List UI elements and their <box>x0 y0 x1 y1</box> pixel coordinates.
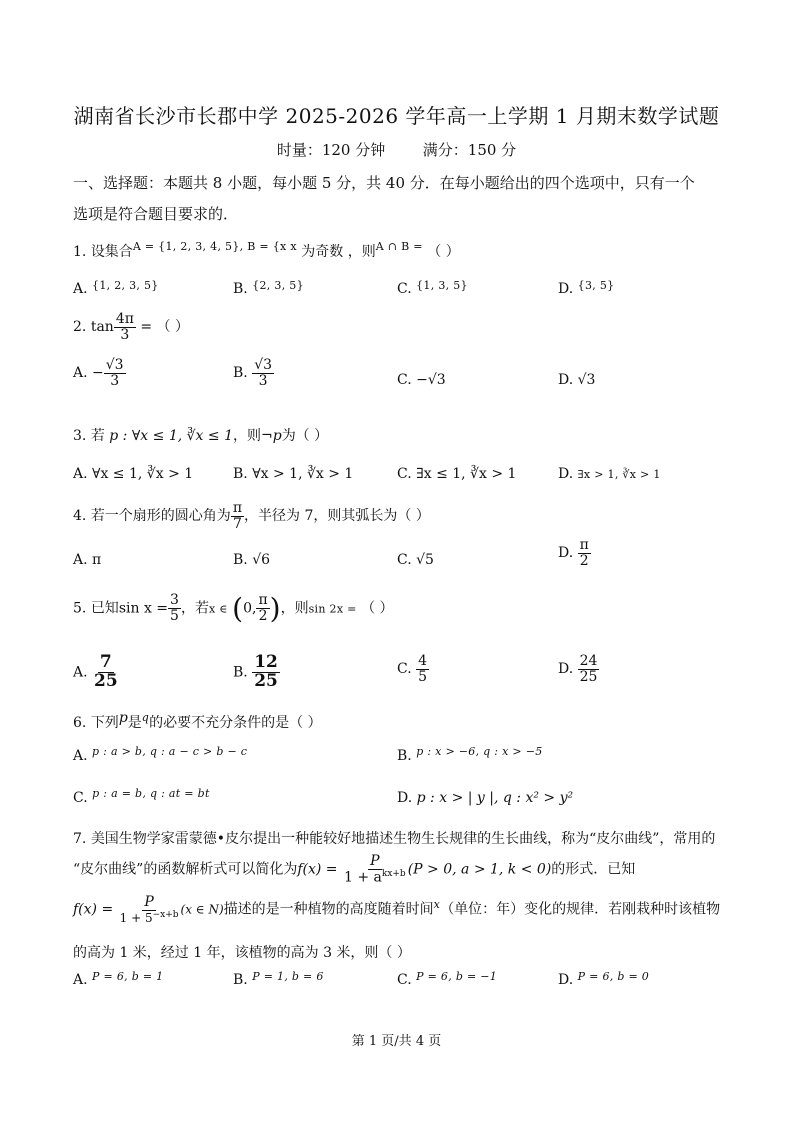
q3-option-d[interactable]: D. ∃x > 1, ∛x > 1 <box>558 466 661 482</box>
question-5: 5. 已知sin x = $\frac{3}{5}$ ，若x ∈ (0, $\frac{\pi}{2}$ )，则sin 2x = （ ） <box>73 592 394 625</box>
q4-option-a[interactable]: A. π <box>73 552 102 568</box>
question-number: 1. <box>73 244 87 260</box>
q4-option-b[interactable]: B. √6 <box>233 552 271 568</box>
q7-option-d[interactable]: D. $^{P = 6, b = 0}$ <box>558 970 650 988</box>
question-number: 2. <box>73 319 87 336</box>
q5-option-a[interactable]: A. $\frac{7}{25}$ <box>73 652 118 691</box>
q2-option-c[interactable]: C. −√3 <box>397 372 446 388</box>
question-7-line3: f(x) = $\frac{P}{1 + 5^{-x+b}}$ (x ∈ N)描述的是一种植物的高度随着时间$^x$（单位：年）变化的规律．若刚栽种时该植物 <box>73 894 721 925</box>
page-footer: 第 1 页/共 4 页 <box>351 1034 442 1049</box>
q6-option-b[interactable]: B. $^{p : x > -6, q : x > -5}$ <box>397 745 543 764</box>
q3-option-a[interactable]: A. ∀x ≤ 1, ∛x > 1 <box>73 466 194 482</box>
q2-option-b[interactable]: B. $\frac{√3}{3}$ <box>233 357 273 389</box>
q5-option-c[interactable]: C. $\frac{4}{5}$ <box>397 653 428 685</box>
q7-option-c[interactable]: C. $^{P = 6, b = -1}$ <box>397 970 498 988</box>
q5-option-d[interactable]: D. $\frac{24}{25}$ <box>558 653 598 685</box>
q7-option-b[interactable]: B. $^{P = 1, b = 6}$ <box>233 970 324 988</box>
q3-option-c[interactable]: C. ∃x ≤ 1, ∛x > 1 <box>397 466 517 482</box>
q4-option-c[interactable]: C. √5 <box>397 552 434 568</box>
q1-option-c[interactable]: C. $^{\{1, 3, 5\}}$ <box>397 279 468 297</box>
question-7-line1: 7. 美国生物学家雷蒙德•皮尔提出一种能较好地描述生物生长规律的生长曲线，称为“皮尔曲线”，常用的 <box>73 831 716 847</box>
q7-option-a[interactable]: A. $^{P = 6, b = 1}$ <box>73 970 164 988</box>
q1-option-b[interactable]: B. $^{\{2, 3, 5\}}$ <box>233 279 304 297</box>
q1-option-d[interactable]: D. $^{\{3, 5\}}$ <box>558 279 615 297</box>
q6-option-c[interactable]: C. $^{p : a = b, q : at = bt}$ <box>73 787 210 806</box>
q4-option-d[interactable]: D. $\frac{\pi}{2}$ <box>558 537 589 569</box>
q2-option-a[interactable]: A. − $\frac{√3}{3}$ <box>73 357 124 389</box>
question-number: 3. <box>73 428 87 444</box>
question-7-line4: 的高为 1 米，经过 1 年，该植物的高为 3 米，则（ ） <box>73 945 411 961</box>
full-score: 满分：150 分 <box>422 141 517 159</box>
q5-option-b[interactable]: B. $\frac{12}{25}$ <box>233 652 278 691</box>
section-instruction-line2: 选项是符合题目要求的． <box>73 205 239 223</box>
page-title: 湖南省长沙市长郡中学 2025-2026 学年高一上学期 1 月期末数学试题 <box>73 104 720 128</box>
question-7-line2: “皮尔曲线”的函数解析式可以简化为f(x) = $\frac{P}{1 + a^{kx+b}}$ (P > 0, a > 1, k < 0)的形式．已知 <box>73 853 636 886</box>
question-2: 2. tan $\frac{4\pi}{3}$ = （ ） <box>73 311 190 343</box>
question-number: 7. <box>73 831 87 847</box>
exam-info <box>0 139 793 160</box>
q6-option-a[interactable]: A. $^{p : a > b, q : a - c > b - c}$ <box>73 745 248 764</box>
q3-option-b[interactable]: B. ∀x > 1, ∛x > 1 <box>233 466 354 482</box>
question-number: 6. <box>73 715 87 731</box>
q2-option-d[interactable]: D. √3 <box>558 372 596 388</box>
question-3: 3. 若 p : ∀x ≤ 1, ∛x ≤ 1，则¬p为（ ） <box>73 428 329 444</box>
question-6: 6. 下列p是$^q$的必要不充分条件的是（ ） <box>73 710 322 731</box>
question-number: 5. <box>73 600 87 617</box>
q1-option-a[interactable]: A. $^{\{1, 2, 3, 5\}}$ <box>73 279 159 297</box>
question-4: 4. 若一个扇形的圆心角为 $\frac{\pi}{7}$ ，半径为 7，则其弧长为（ ） <box>73 500 430 532</box>
question-1: 1. 设集合$^{A = \{1, 2, 3, 4, 5\}, B = \{x x}$ 为奇数 ，则$^{A \cap B =}$ （ ） <box>73 240 460 260</box>
time-limit: 时量：120 分钟 <box>276 141 386 159</box>
q6-option-d[interactable]: D. p : x > | y |, q : x² > y² <box>397 790 574 806</box>
section-instruction-line1: 一、选择题：本题共 8 小题，每小题 5 分，共 40 分．在每小题给出的四个选项中，只有一个 <box>73 174 695 192</box>
question-number: 4. <box>73 508 87 525</box>
